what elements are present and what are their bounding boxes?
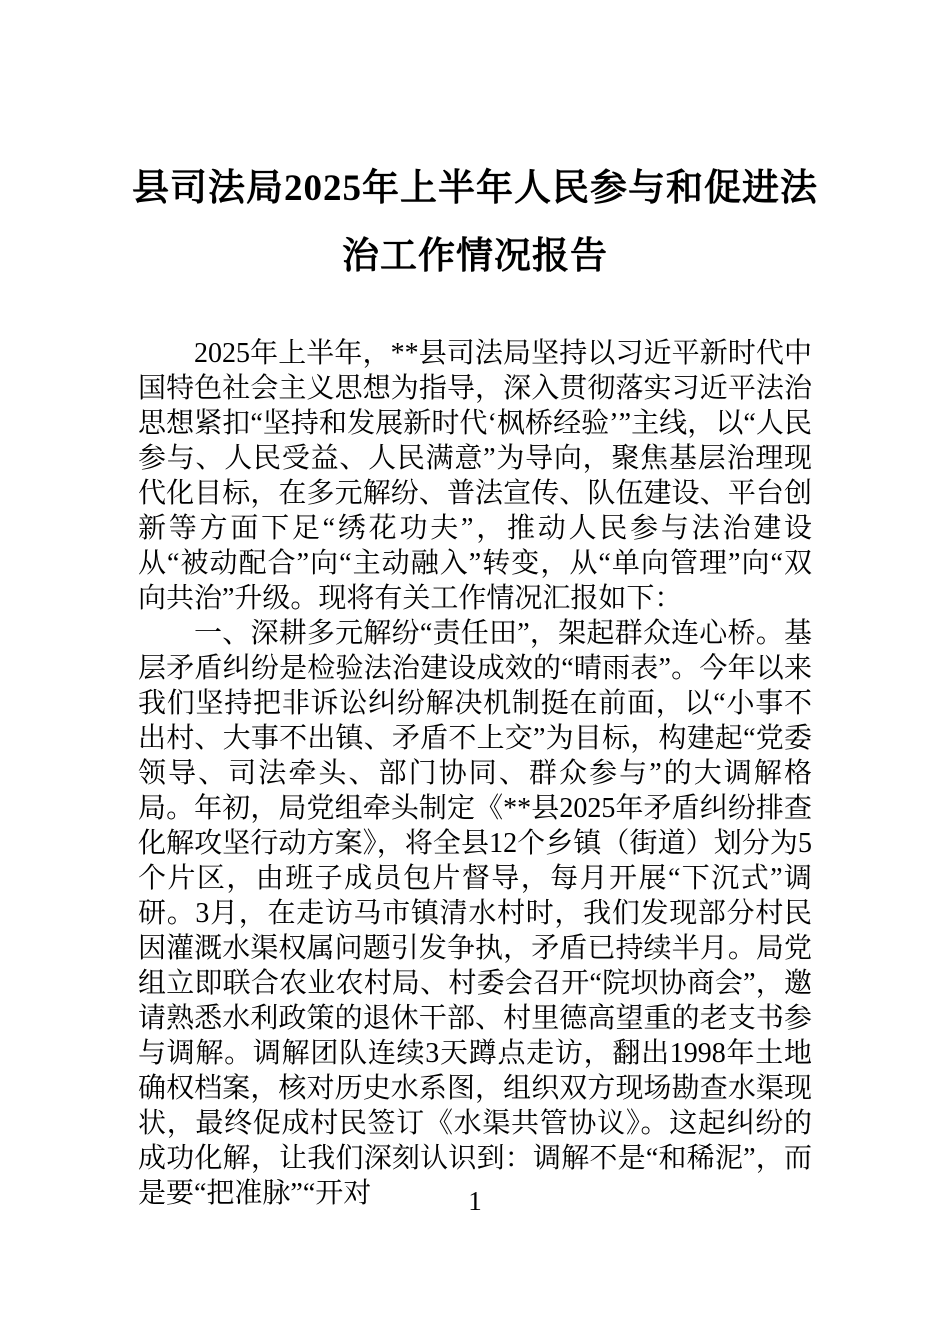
document-body [0,336,950,1211]
document-title-line-2: 治工作情况报告 [342,236,608,277]
paragraph-intro: 2025年上半年，**县司法局坚持以习近平新时代中国特色社会主义思想为指导，深入贯彻落实习近平法治思想紧扣“坚持和发展新时代‘枫桥经验’”主线，以“人民参与、人民受益、人民满意”为导向，聚焦基层治理现代化目标，在多元解纷、普法宣传、队伍建设、平台创新等方面下足“绣花功夫”，推动人民参与法治建设从“被动配合”向“主动融入”转变，从“单向管理”向“双向共治”升级。现将有关工作情况汇报如下： [138,338,812,614]
paragraph-section-1: 一、深耕多元解纷“责任田”，架起群众连心桥。基层矛盾纠纷是检验法治建设成效的“晴雨表”。今年以来我们坚持把非诉讼纠纷解决机制挺在前面，以“小事不出村、大事不出镇、矛盾不上交”为目标，构建起“党委领导、司法牵头、部门协同、群众参与”的大调解格局。年初，局党组牵头制定《**县2025年矛盾纠纷排查化解攻坚行动方案》，将全县12个乡镇（街道）划分为5个片区，由班子成员包片督导，每月开展“下沉式”调研。3月，在走访马市镇清水村时，我们发现部分村民因灌溉水渠权属问题引发争执，矛盾已持续半月。局党组立即联合农业农村局、村委会召开“院坝协商会”，邀请熟悉水利政策的退休干部、村里德高望重的老支书参与调解。调解团队连续3天蹲点走访，翻出1998年土地确权档案，核对历史水系图，组织双方现场勘查水渠现状，最终促成村民签订《水渠共管协议》。这起纠纷的成功化解，让我们深刻认识到：调解不是“和稀泥”，而是要“把准脉”“开对 [138,618,812,1209]
document-title [0,155,950,291]
page-number: 1 [468,1186,482,1216]
document-title-line-1: 县司法局2025年上半年人民参与和促进法 [132,168,818,209]
